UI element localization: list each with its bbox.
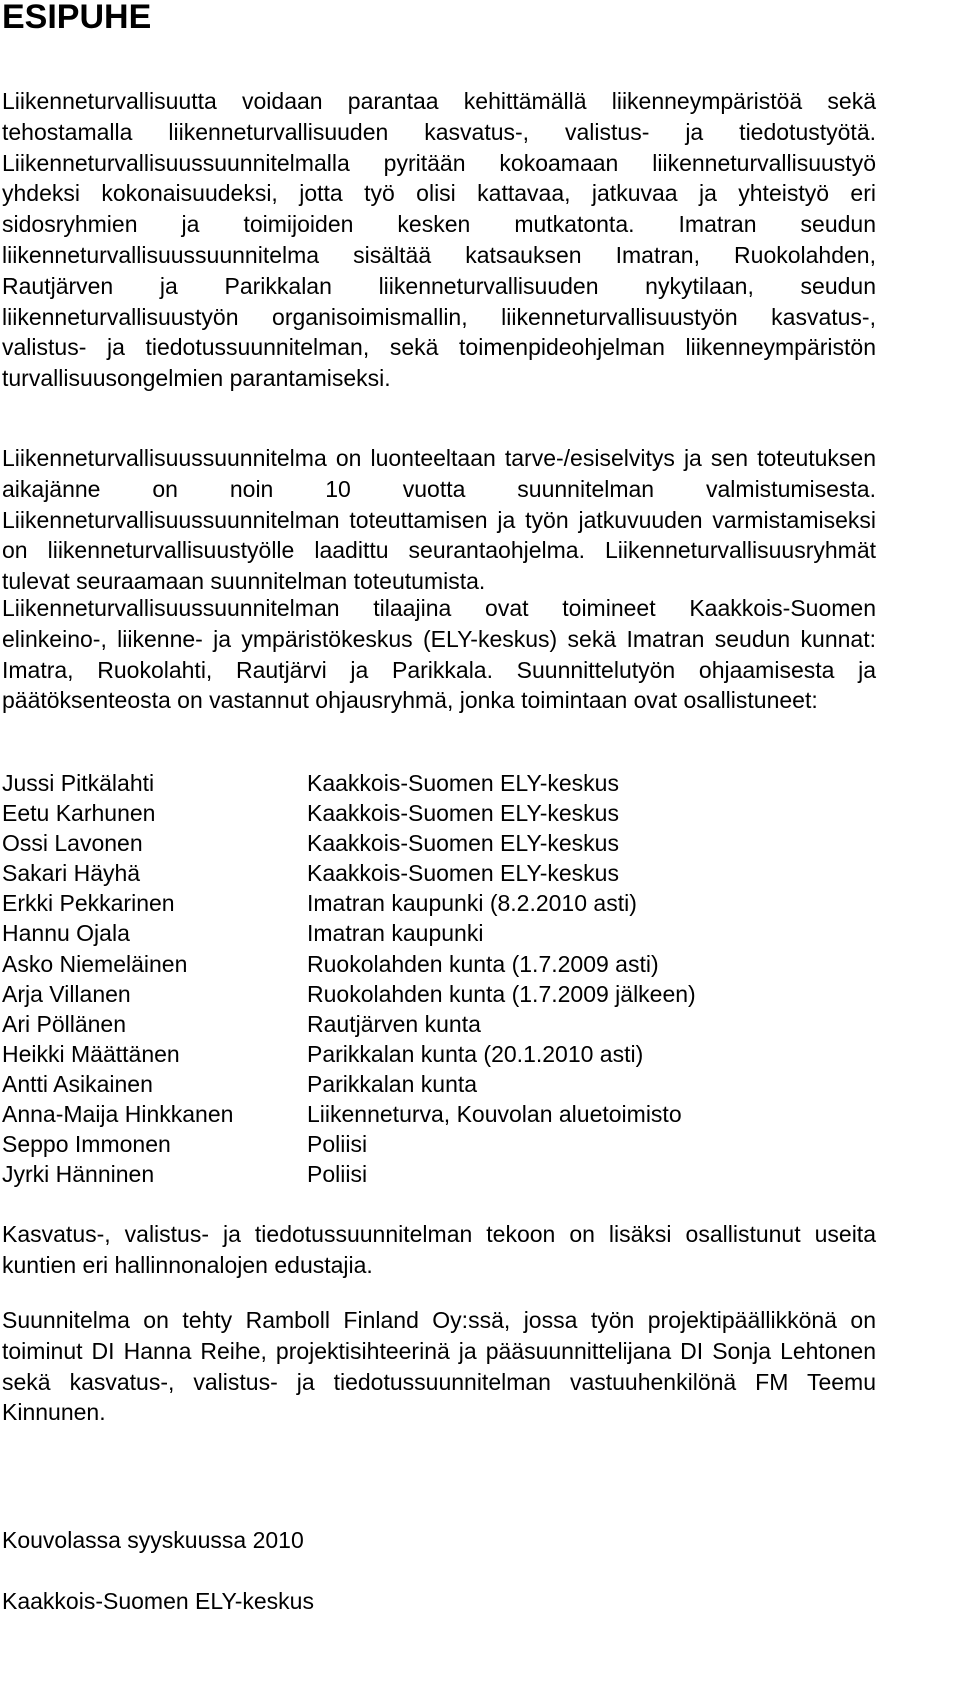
participant-name: Ossi Lavonen (2, 830, 143, 857)
participant-name: Erkki Pekkarinen (2, 890, 175, 917)
participant-name: Anna-Maija Hinkkanen (2, 1101, 234, 1128)
participant-row (2, 798, 696, 828)
participant-organization: Kaakkois-Suomen ELY-keskus (307, 860, 619, 887)
participant-row (2, 918, 696, 948)
participant-name: Ari Pöllänen (2, 1010, 127, 1037)
participant-row (2, 979, 696, 1009)
participant-organization: Imatran kaupunki (8.2.2010 asti) (307, 890, 637, 917)
participant-row (2, 949, 696, 979)
participant-organization: Kaakkois-Suomen ELY-keskus (307, 800, 619, 827)
participant-organization: Poliisi (307, 1161, 368, 1188)
participant-row (2, 828, 696, 858)
participant-organization: Parikkalan kunta (307, 1070, 478, 1097)
participant-name: Arja Villanen (2, 980, 131, 1007)
participant-name: Hannu Ojala (2, 920, 130, 947)
participant-row (2, 1129, 696, 1159)
participant-list (2, 768, 696, 1189)
participant-row (2, 768, 696, 798)
participant-organization: Rautjärven kunta (307, 1010, 481, 1037)
participant-name: Asko Niemeläinen (2, 950, 188, 977)
participant-organization: Ruokolahden kunta (1.7.2009 asti) (307, 950, 659, 977)
participant-row (2, 1039, 696, 1069)
participant-row (2, 1099, 696, 1129)
participant-name: Jussi Pitkälahti (2, 770, 155, 796)
participant-organization: Liikenneturva, Kouvolan aluetoimisto (307, 1101, 682, 1128)
paragraph-plan-nature: Liikenneturvallisuussuunnitelma on luonteeltaan tarve-/esiselvitys ja sen toteutuksen aikajänne on noin 10 vuotta suunnitelman valmistumisesta. Liikenneturvallisuussuunnitelman toteuttamisen ja työn jatkuvuuden varmistamiseksi on liikenneturvallisuustyölle laadittu seurantaohjelma. Liikenneturvallisuusryhmät tulevat seuraamaan suunnitelman toteutumista. (2, 445, 876, 595)
participant-name: Eetu Karhunen (2, 800, 156, 827)
participant-organization: Ruokolahden kunta (1.7.2009 jälkeen) (307, 980, 696, 1007)
signature-organization: Kaakkois-Suomen ELY-keskus (2, 1588, 314, 1614)
participant-row (2, 1069, 696, 1099)
participant-row (2, 1159, 696, 1189)
participant-organization: Imatran kaupunki (307, 920, 484, 947)
participant-name: Antti Asikainen (2, 1070, 153, 1097)
participant-name: Seppo Immonen (2, 1131, 171, 1158)
participant-name: Heikki Määttänen (2, 1040, 180, 1067)
paragraph-commissioners: Liikenneturvallisuussuunnitelman tilaajina ovat toimineet Kaakkois-Suomen elinkeino-, liikenne- ja ympäristökeskus (ELY-keskus) sekä Imatran seudun kunnat: Imatra, Ruokolahti, Rautjärvi ja Parikkala. Suunnittelutyön ohjaamisesta ja päätöksenteosta on vastannut ohjausryhmä, jonka toimintaan ovat osallistuneet: (2, 595, 876, 714)
participant-organization: Poliisi (307, 1131, 368, 1158)
participant-organization: Kaakkois-Suomen ELY-keskus (307, 770, 619, 796)
paragraph-additional-participants: Kasvatus-, valistus- ja tiedotussuunnitelman tekoon on lisäksi osallistunut useita kuntien eri hallinnonalojen edustajia. (2, 1221, 876, 1278)
place-and-date: Kouvolassa syyskuussa 2010 (2, 1527, 304, 1553)
participant-row (2, 888, 696, 918)
participant-name: Jyrki Hänninen (2, 1161, 155, 1188)
participant-row (2, 858, 696, 888)
paragraph-consultant: Suunnitelma on tehty Ramboll Finland Oy:ssä, jossa työn projektipäällikkönä on toiminut DI Hanna Reihe, projektisihteerinä ja pääsuunnittelijana DI Sonja Lehtonen sekä kasvatus-, valistus- ja tiedotussuunnitelman vastuuhenkilönä FM Teemu Kinnunen. (2, 1307, 876, 1426)
participant-name: Sakari Häyhä (2, 860, 141, 887)
participant-organization: Parikkalan kunta (20.1.2010 asti) (307, 1040, 644, 1067)
participant-row (2, 1009, 696, 1039)
paragraph-intro: Liikenneturvallisuutta voidaan parantaa kehittämällä liikenneympäristöä sekä tehostamalla liikenneturvallisuuden kasvatus-, valistus- ja tiedotustyötä. Liikenneturvallisuussuunnitelmalla pyritään kokoamaan liikenneturvallisuustyö yhdeksi kokonaisuudeksi, jotta työ olisi kattavaa, jatkuvaa ja yhteistyö eri sidosryhmien ja toimijoiden kesken mutkatonta. Imatran seudun liikenneturvallisuussuunnitelma sisältää katsauksen Imatran, Ruokolahden, Rautjärven ja Parikkalan liikenneturvallisuuden nykytilaan, seudun liikenneturvallisuustyön organisoimismallin, liikenneturvallisuustyön kasvatus-, valistus- ja tiedotussuunnitelman, sekä toimenpideohjelman liikenneympäristön turvallisuusongelmien parantamiseksi. (2, 88, 876, 392)
participant-organization: Kaakkois-Suomen ELY-keskus (307, 830, 619, 857)
page-title: ESIPUHE (2, 0, 152, 36)
